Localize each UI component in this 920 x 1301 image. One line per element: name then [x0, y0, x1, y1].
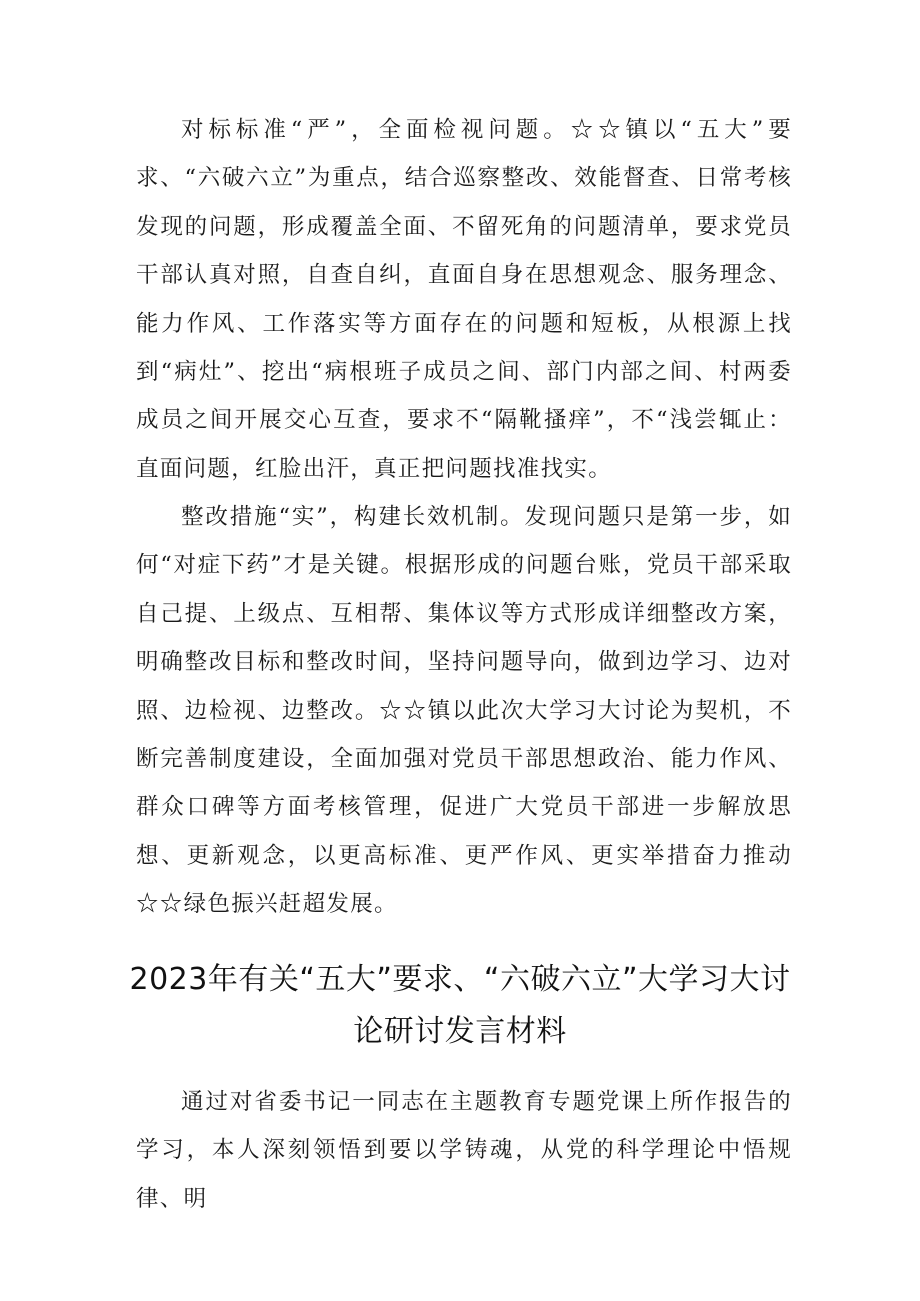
paragraph-intro: 通过对省委书记一同志在主题教育专题党课上所作报告的学习，本人深刻领悟到要以学铸魂，从党的科学理论中悟规律、明	[136, 1089, 792, 1212]
document-heading: 2023年有关“五大”要求、“六破六立”大学习大讨论研讨发言材料	[129, 962, 791, 1049]
paragraph-inspection: 对标标准“严”，全面检视问题。☆☆镇以“五大”要求、“六破六立”为重点，结合巡察整改、效能督查、日常考核发现的问题，形成覆盖全面、不留死角的问题清单，要求党员干部认真对照，自查自纠，直面自身在思想观念、服务理念、能力作风、工作落实等方面存在的问题和短板，从根源上找到“病灶”、挖出“病根班子成员之间、部门内部之间、村两委成员之间开展交心互查，要求不“隔靴搔痒”，不“浅尝辄止：直面问题，红脸出汗，真正把问题找准找实。	[136, 117, 792, 482]
paragraph-rectification: 整改措施“实”，构建长效机制。发现问题只是第一步，如何“对症下药”才是关键。根据形成的问题台账，党员干部采取自己提、上级点、互相帮、集体议等方式形成详细整改方案，明确整改目标和整改时间，坚持问题导向，做到边学习、边对照、边检视、边整改。☆☆镇以此次大学习大讨论为契机，不断完善制度建设，全面加强对党员干部思想政治、能力作风、群众口碑等方面考核管理，促进广大党员干部进一步解放思想、更新观念，以更高标准、更严作风、更实举措奋力推动☆☆绿色振兴赶超发展。	[136, 504, 792, 918]
